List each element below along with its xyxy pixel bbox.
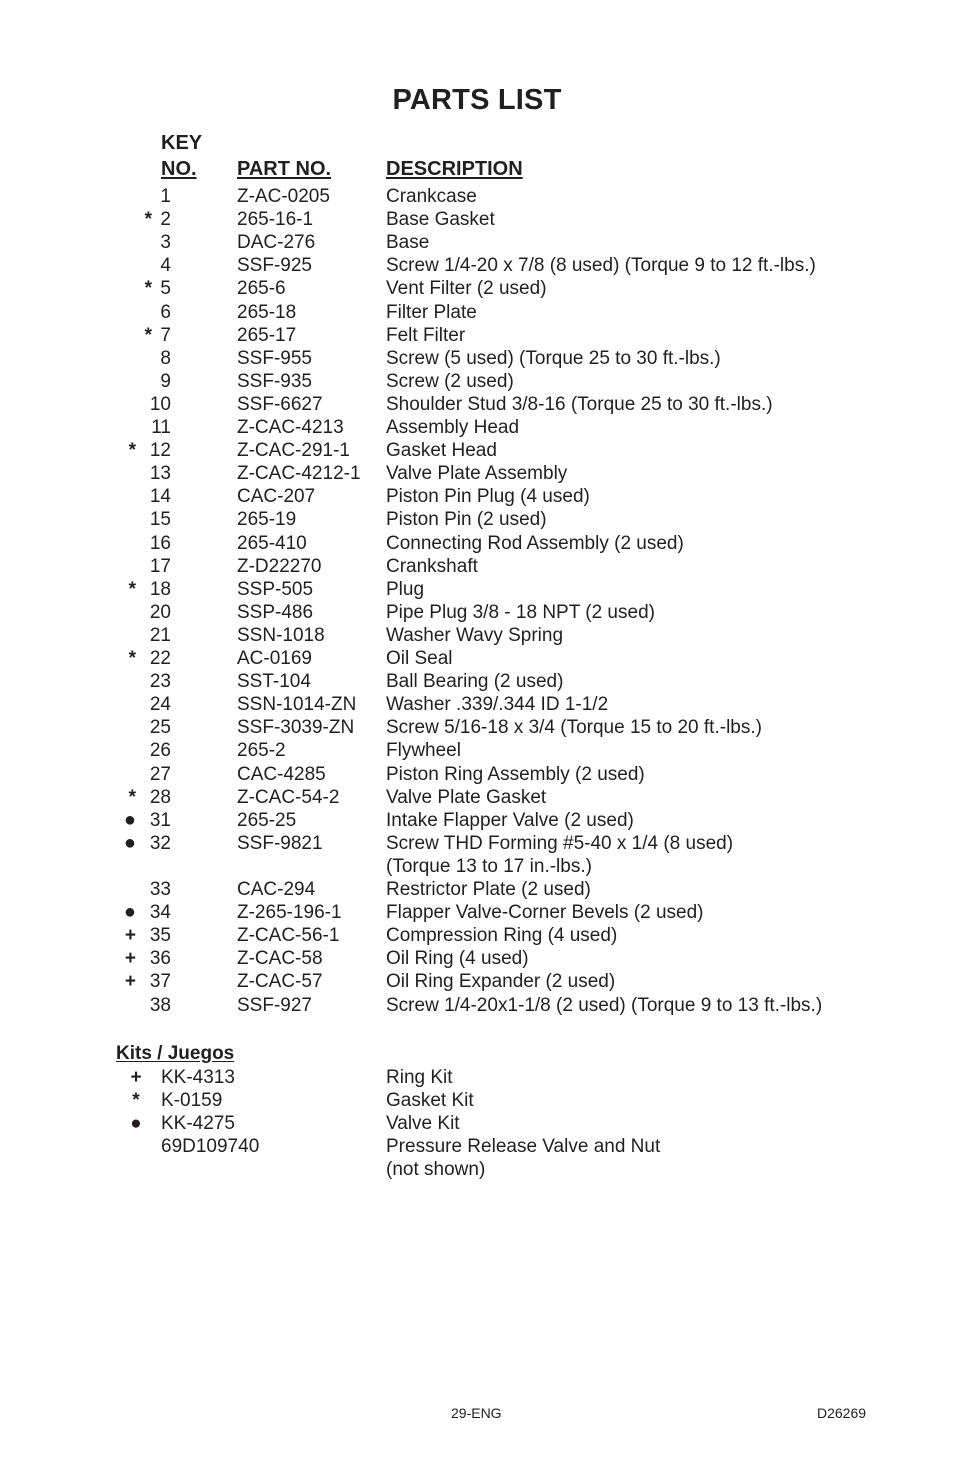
part-number: SSP-486	[237, 601, 314, 623]
part-description: Vent Filter (2 used)	[386, 278, 547, 300]
part-number: DAC-276	[237, 232, 316, 254]
table-row	[0, 901, 954, 924]
part-number: CAC-4285	[237, 763, 326, 785]
part-number: 265-16-1	[237, 209, 314, 231]
part-description: Compression Ring (4 used)	[386, 925, 618, 947]
part-number: SSN-1014-ZN	[237, 694, 357, 716]
table-row	[0, 254, 954, 277]
key-number: 18	[149, 578, 171, 600]
table-row	[0, 970, 954, 993]
key-number: 11	[151, 417, 171, 438]
part-number: Z-CAC-4213	[237, 417, 344, 438]
part-number: SST-104	[237, 671, 311, 693]
kit-part-number: K-0159	[161, 1090, 223, 1111]
part-number: SSP-505	[237, 578, 314, 600]
part-number: Z-CAC-56-1	[237, 925, 340, 947]
part-description: Flywheel	[386, 740, 461, 762]
part-number: SSF-6627	[237, 393, 323, 415]
part-description: Shoulder Stud 3/8-16 (Torque 25 to 30 ft.-lbs.)	[386, 393, 773, 415]
kit-part-number: KK-4313	[161, 1067, 235, 1088]
kit-description: Pressure Release Valve and Nut	[386, 1136, 661, 1157]
key-number: 20	[149, 601, 171, 623]
key-number: 1	[160, 186, 171, 207]
part-number: AC-0169	[237, 648, 312, 669]
header-key-top: KEY	[161, 132, 203, 154]
part-number: SSF-927	[237, 994, 312, 1016]
row-marker: ●	[123, 808, 136, 831]
part-description: Base Gasket	[386, 209, 495, 231]
table-row	[0, 578, 954, 601]
row-marker: +	[124, 948, 136, 970]
key-number: 34	[149, 902, 171, 924]
key-number: 27	[149, 763, 171, 785]
part-description: Piston Ring Assembly (2 used)	[386, 763, 645, 785]
part-description: Oil Ring (4 used)	[386, 948, 529, 970]
table-row	[0, 924, 954, 947]
page-number: 29-ENG	[451, 1405, 502, 1421]
header-description: DESCRIPTION	[386, 158, 523, 180]
table-row	[0, 624, 954, 647]
row-marker: *	[128, 578, 136, 600]
key-number: 5	[160, 278, 171, 300]
part-number: Z-AC-0205	[237, 186, 330, 207]
part-number: 265-18	[237, 301, 297, 323]
table-row	[0, 462, 954, 485]
table-row	[0, 601, 954, 624]
part-description: Oil Seal	[386, 648, 453, 669]
key-number: 8	[160, 347, 171, 369]
kit-row	[0, 1158, 954, 1181]
key-number: 9	[160, 370, 171, 392]
key-number: 6	[160, 301, 171, 323]
table-row	[0, 370, 954, 393]
part-description: Felt Filter	[386, 324, 466, 346]
part-description: Valve Plate Assembly	[386, 463, 568, 485]
table-row	[0, 832, 954, 855]
part-description: Screw THD Forming #5-40 x 1/4 (8 used)	[386, 832, 734, 854]
table-row	[0, 532, 954, 555]
part-number: Z-CAC-58	[237, 948, 323, 970]
row-marker: *	[128, 440, 136, 462]
kit-description: (not shown)	[386, 1159, 486, 1180]
table-row	[0, 393, 954, 416]
part-description: Washer .339/.344 ID 1-1/2	[386, 694, 609, 716]
part-number: SSF-3039-ZN	[237, 717, 355, 739]
table-row	[0, 809, 954, 832]
part-number: SSF-925	[237, 255, 312, 277]
row-marker: *	[144, 209, 152, 231]
part-number: 265-17	[237, 324, 297, 346]
part-description: Screw 1/4-20 x 7/8 (8 used) (Torque 9 to 12 ft.-lbs.)	[386, 255, 816, 277]
row-marker: *	[144, 278, 152, 300]
part-number: CAC-294	[237, 879, 316, 900]
row-marker: ●	[123, 831, 136, 854]
key-number: 36	[149, 948, 171, 970]
kit-description: Valve Kit	[386, 1113, 460, 1134]
kit-part-number: KK-4275	[161, 1113, 235, 1134]
kit-marker: +	[130, 1067, 142, 1088]
part-number: Z-D22270	[237, 555, 322, 577]
table-row	[0, 716, 954, 739]
part-description: Intake Flapper Valve (2 used)	[386, 809, 634, 831]
part-description: Washer Wavy Spring	[386, 624, 564, 646]
part-number: Z-265-196-1	[237, 902, 342, 924]
header-part-no: PART NO.	[237, 158, 332, 180]
key-number: 38	[149, 994, 171, 1016]
key-number: 35	[149, 925, 171, 947]
part-number: 265-6	[237, 278, 286, 300]
table-row	[0, 301, 954, 324]
table-row	[0, 508, 954, 531]
kit-description: Gasket Kit	[386, 1090, 474, 1111]
part-number: 265-410	[237, 532, 307, 554]
kit-part-number: 69D109740	[161, 1136, 260, 1157]
key-number: 2	[160, 209, 171, 231]
part-description: Screw 1/4-20x1-1/8 (2 used) (Torque 9 to 13 ft.-lbs.)	[386, 994, 823, 1016]
kit-row	[0, 1066, 954, 1089]
key-number: 31	[149, 809, 171, 831]
table-row	[0, 324, 954, 347]
key-number: 32	[149, 832, 171, 854]
key-number: 33	[149, 879, 171, 900]
table-row	[0, 855, 954, 878]
part-description: Connecting Rod Assembly (2 used)	[386, 532, 684, 554]
part-description: Piston Pin (2 used)	[386, 509, 547, 531]
part-number: Z-CAC-4212-1	[237, 463, 361, 485]
key-number: 13	[149, 463, 171, 485]
part-description: Screw 5/16-18 x 3/4 (Torque 15 to 20 ft.-lbs.)	[386, 717, 762, 739]
kit-marker: *	[132, 1090, 140, 1111]
table-row	[0, 347, 954, 370]
kits-title: Kits / Juegos	[116, 1043, 235, 1064]
part-number: 265-25	[237, 809, 297, 831]
part-number: SSF-935	[237, 370, 312, 392]
document-id: D26269	[817, 1405, 867, 1421]
part-number: 265-19	[237, 509, 297, 531]
row-marker: +	[124, 971, 136, 993]
key-number: 4	[160, 255, 171, 277]
key-number: 25	[149, 717, 171, 739]
key-number: 23	[149, 671, 171, 693]
kit-row	[0, 1135, 954, 1158]
key-number: 24	[149, 694, 171, 716]
part-description: Screw (5 used) (Torque 25 to 30 ft.-lbs.)	[386, 347, 721, 369]
part-description: Crankshaft	[386, 555, 478, 577]
key-number: 14	[149, 486, 171, 508]
table-row	[0, 231, 954, 254]
kit-marker: ●	[130, 1113, 142, 1134]
table-row	[0, 947, 954, 970]
part-description: Flapper Valve-Corner Bevels (2 used)	[386, 902, 704, 924]
part-number: Z-CAC-57	[237, 971, 323, 993]
key-number: 3	[160, 232, 171, 254]
key-number: 22	[149, 648, 171, 669]
key-number: 26	[149, 740, 171, 762]
part-description: Oil Ring Expander (2 used)	[386, 971, 616, 993]
row-marker: +	[124, 925, 136, 947]
table-row	[0, 670, 954, 693]
page-title: PARTS LIST	[392, 84, 562, 116]
part-description: (Torque 13 to 17 in.-lbs.)	[386, 855, 592, 877]
table-row	[0, 878, 954, 901]
kit-description: Ring Kit	[386, 1067, 453, 1088]
key-number: 16	[149, 532, 171, 554]
part-description: Gasket Head	[386, 440, 497, 462]
part-number: SSF-9821	[237, 832, 323, 854]
kit-row	[0, 1089, 954, 1112]
part-description: Restrictor Plate (2 used)	[386, 879, 591, 900]
table-row	[0, 786, 954, 809]
table-row	[0, 994, 954, 1017]
key-number: 12	[149, 440, 171, 462]
part-description: Ball Bearing (2 used)	[386, 671, 564, 693]
row-marker: *	[128, 648, 136, 669]
key-number: 21	[149, 624, 171, 646]
part-description: Crankcase	[386, 186, 477, 207]
key-number: 37	[149, 971, 171, 993]
table-row	[0, 185, 954, 208]
part-number: Z-CAC-291-1	[237, 440, 350, 462]
part-description: Base	[386, 232, 430, 254]
table-row	[0, 277, 954, 300]
part-description: Pipe Plug 3/8 - 18 NPT (2 used)	[386, 601, 655, 623]
row-marker: *	[144, 324, 152, 346]
part-number: Z-CAC-54-2	[237, 786, 340, 808]
key-number: 17	[149, 555, 171, 577]
row-marker: ●	[123, 901, 136, 924]
part-description: Valve Plate Gasket	[386, 786, 547, 808]
part-number: SSF-955	[237, 347, 312, 369]
part-description: Filter Plate	[386, 301, 477, 323]
key-number: 28	[149, 786, 171, 808]
key-number: 10	[149, 393, 171, 415]
table-row	[0, 647, 954, 670]
table-row	[0, 208, 954, 231]
row-marker: *	[128, 786, 136, 808]
header-key-no: NO.	[161, 158, 197, 180]
part-description: Plug	[386, 578, 425, 600]
table-row	[0, 739, 954, 762]
part-number: CAC-207	[237, 486, 316, 508]
table-row	[0, 485, 954, 508]
key-number: 15	[149, 509, 171, 531]
key-number: 7	[160, 324, 171, 346]
part-number: 265-2	[237, 740, 286, 762]
table-row	[0, 416, 954, 439]
table-row	[0, 693, 954, 716]
kit-row	[0, 1112, 954, 1135]
part-description: Assembly Head	[386, 417, 520, 438]
part-description: Piston Pin Plug (4 used)	[386, 486, 590, 508]
part-description: Screw (2 used)	[386, 370, 514, 392]
table-row	[0, 555, 954, 578]
table-row	[0, 439, 954, 462]
part-number: SSN-1018	[237, 624, 325, 646]
table-row	[0, 763, 954, 786]
